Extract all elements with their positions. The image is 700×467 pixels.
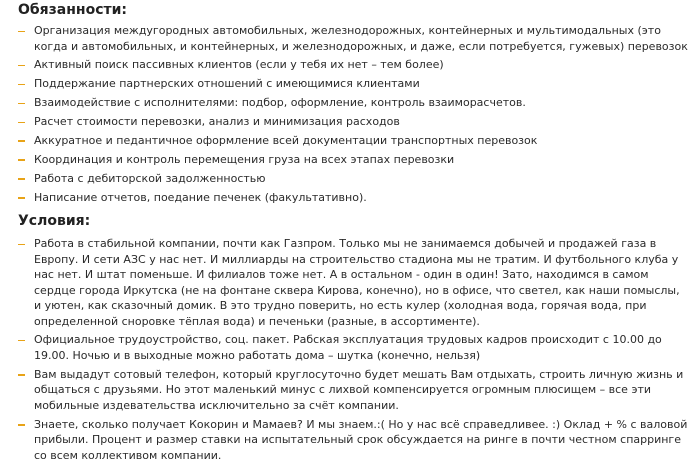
dash-bullet-icon (18, 140, 25, 142)
list-item (0, 76, 700, 92)
list-item (0, 114, 700, 130)
list-item-text: Работа в стабильной компании, почти как Газпром. Только мы не занимаемся добычей и продажей газа в Европу. И сети АЗС у нас нет. И миллиарды на строительство стадиона мы не тратим. И футбольного клуба у нас нет. И штат поменьше. И филиалов тоже нет. А в остальном - один в один! Зато, находимся в самом сердце города Иркутска (не на фонтане сквера Кирова, конечно), но в офисе, что светел, как наши помыслы, и уютен, как сказочный домик. В это трудно поверить, но есть кулер (холодная вода, горячая вода, при определенной сноровке тёплая вода) и печеньки (разные, в ассортименте). (34, 237, 680, 328)
dash-bullet-icon (18, 122, 25, 124)
list-item-text: Написание отчетов, поедание печенек (факультативно). (34, 190, 367, 204)
list-item (0, 152, 700, 168)
dash-bullet-icon (18, 159, 25, 161)
list-item-text: Официальное трудоустройство, соц. пакет. Рабская эксплуатация трудовых кадров происходит с 10.00 до 19.00. Ночью и в выходные можно работать дома – шутка (конечно, нельзя) (34, 333, 662, 362)
dash-bullet-icon (18, 374, 25, 376)
conditions-list (0, 236, 700, 467)
list-item-text: Поддержание партнерских отношений с имеющимися клиентами (34, 77, 420, 91)
dash-bullet-icon (18, 84, 25, 86)
list-item (0, 171, 700, 187)
list-item-text: Взаимодействие с исполнителями: подбор, оформление, контроль взаиморасчетов. (34, 96, 526, 110)
list-item (0, 95, 700, 111)
conditions-heading: Условия: (18, 213, 91, 229)
duties-heading: Обязанности: (18, 2, 128, 18)
list-item-text: Знаете, сколько получает Кокорин и Мамаев? И мы знаем.:( Но у нас всё справедливее. :) Оклад + % с валовой прибыли. Процент и размер ставки на испытательный срок обсуждается на ринге в почти честном спарринге со всем коллективом компании. (34, 417, 688, 462)
list-item-text: Координация и контроль перемещения груза на всех этапах перевозки (34, 152, 455, 166)
list-item-text: Аккуратное и педантичное оформление всей документации транспортных перевозок (34, 133, 538, 147)
dash-bullet-icon (18, 178, 25, 180)
list-item (0, 332, 700, 363)
dash-bullet-icon (18, 31, 25, 33)
dash-bullet-icon (18, 197, 25, 199)
list-item-text: Работа с дебиторской задолженностью (34, 171, 266, 185)
list-item (0, 417, 700, 464)
list-item (0, 190, 700, 206)
list-item (0, 236, 700, 329)
dash-bullet-icon (18, 244, 25, 246)
list-item (0, 57, 700, 73)
list-item (0, 133, 700, 149)
list-item (0, 23, 700, 54)
list-item-text: Активный поиск пассивных клиентов (если у тебя их нет – тем более) (34, 58, 444, 72)
duties-list (0, 23, 700, 209)
list-item-text: Расчет стоимости перевозки, анализ и минимизация расходов (34, 115, 400, 129)
dash-bullet-icon (18, 340, 25, 342)
list-item (0, 367, 700, 414)
list-item-text: Организация междугородных автомобильных, железнодорожных, контейнерных и мультимодальных (это когда и автомобильных, и контейнерных, и железнодорожных, и даже, если потребуется, гужевых) перевозок (34, 24, 688, 53)
dash-bullet-icon (18, 65, 25, 67)
list-item-text: Вам выдадут сотовый телефон, который круглосуточно будет мешать Вам отдыхать, строить личную жизнь и общаться с друзьями. Но этот маленький минус с лихвой компенсируется огромным плюсищем – все эти мобильные издевательства исключительно за счёт компании. (34, 367, 684, 412)
dash-bullet-icon (18, 103, 25, 105)
dash-bullet-icon (18, 424, 25, 426)
